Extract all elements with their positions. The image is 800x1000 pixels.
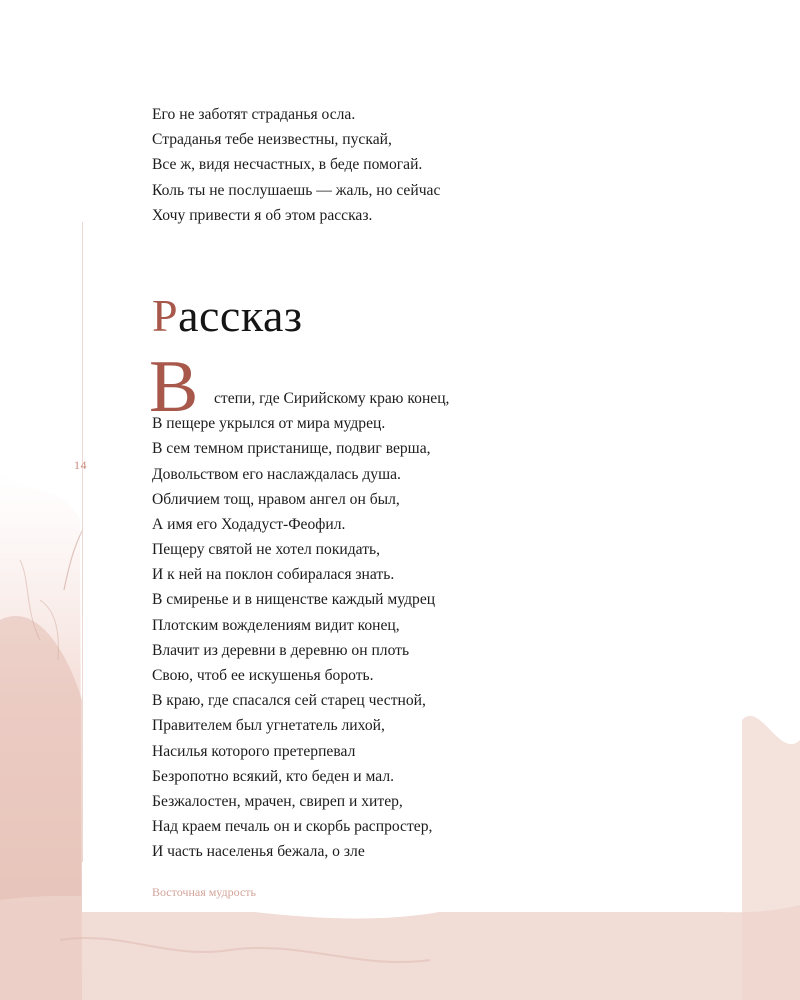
verse-line: А имя его Ходадуст-Феофил. bbox=[152, 515, 346, 533]
intro-stanza bbox=[152, 102, 712, 228]
verse-line: Безжалостен, мрачен, свиреп и хитер, bbox=[152, 792, 403, 810]
verse-line: В краю, где спасался сей старец честной, bbox=[152, 692, 426, 710]
verse-line: И часть населенья бежала, о зле bbox=[152, 843, 365, 861]
verse-line: Влачит из деревни в деревню он плоть bbox=[152, 641, 410, 659]
heading-rest: ассказ bbox=[178, 289, 303, 341]
verse-line: Все ж, видя несчастных, в беде помогай. bbox=[152, 156, 423, 174]
section-heading bbox=[152, 288, 712, 344]
verse-line: Его не заботят страданья осла. bbox=[152, 106, 356, 123]
verse-line: Плотским вожделениям видит конец, bbox=[152, 616, 400, 634]
verse-line: В пещере укрылся от мира мудрец. bbox=[152, 415, 386, 433]
story-stanza bbox=[149, 345, 712, 865]
verse-line: Правителем был угнетатель лихой, bbox=[152, 717, 385, 735]
margin-rule bbox=[82, 222, 83, 862]
verse-line: Свою, чтоб ее искушенья бороть. bbox=[152, 667, 374, 684]
verse-line: В смиренье и в нищенстве каждый мудрец bbox=[152, 591, 436, 609]
verse-line: Насилья которого претерпевал bbox=[152, 742, 356, 760]
page-number: 14 bbox=[74, 458, 87, 472]
verse-line: Пещеру святой не хотел покидать, bbox=[152, 541, 381, 559]
verse-line: И к ней на поклон собиралася знать. bbox=[152, 566, 395, 584]
verse-line: степи, где Сирийскому краю конец, bbox=[214, 389, 450, 407]
verse-line: Страданья тебе неизвестны, пускай, bbox=[152, 131, 392, 149]
page-content bbox=[149, 102, 712, 865]
verse-line: Безропотно всякий, кто беден и мал. bbox=[152, 767, 394, 785]
running-footer: Восточная мудрость bbox=[152, 885, 256, 899]
heading-initial: Р bbox=[152, 289, 179, 341]
drop-cap: В bbox=[149, 345, 199, 428]
verse-line: В сем темном пристанище, подвиг верша, bbox=[152, 440, 431, 458]
verse-line: Обличием тощ, нравом ангел он был, bbox=[152, 490, 400, 508]
verse-line: Довольством его наслаждалась душа. bbox=[152, 465, 401, 483]
verse-line: Хочу привести я об этом рассказ. bbox=[152, 206, 373, 224]
verse-line: Над краем печаль он и скорбь распростер, bbox=[152, 818, 433, 836]
verse-line: Коль ты не послушаешь — жаль, но сейчас bbox=[152, 181, 441, 199]
